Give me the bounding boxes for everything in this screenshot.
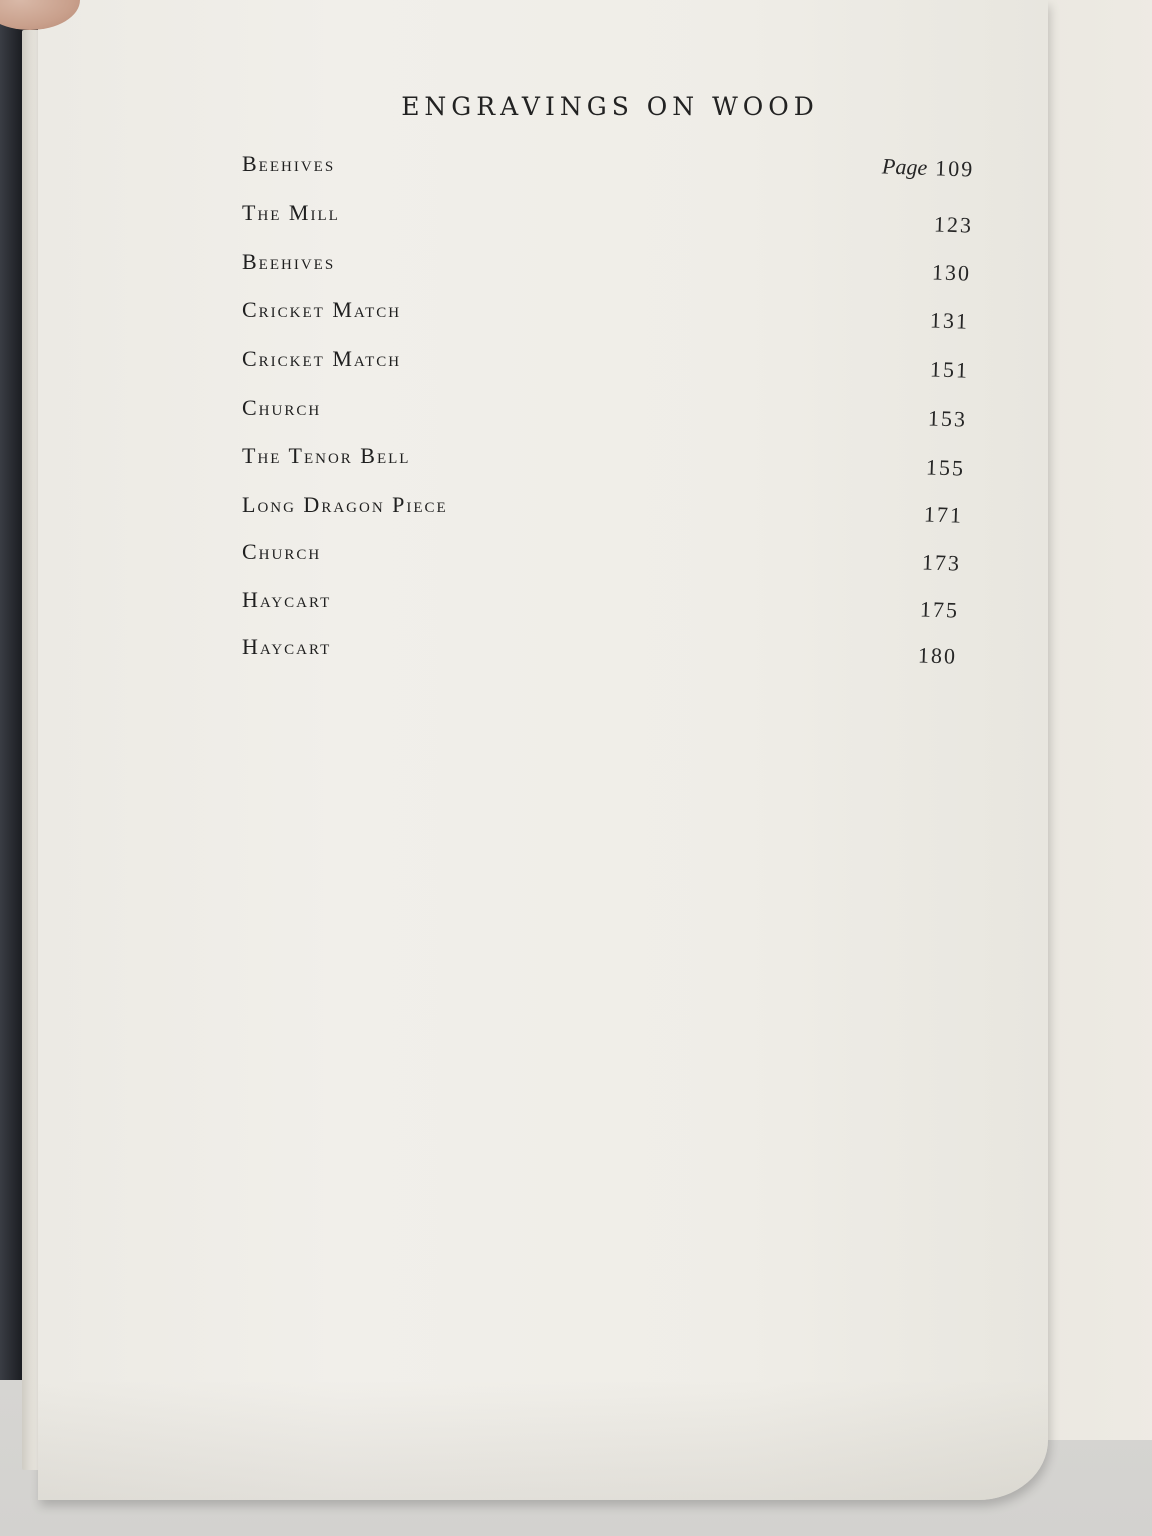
entry-title: Haycart bbox=[242, 587, 332, 612]
page-label: Page bbox=[881, 153, 928, 180]
entry-page-number: 175 bbox=[919, 596, 960, 623]
entry-page-number: 180 bbox=[917, 642, 958, 669]
book-page bbox=[38, 0, 1048, 1500]
entry-title: Haycart bbox=[242, 634, 332, 659]
page-title: ENGRAVINGS ON WOOD bbox=[401, 92, 819, 121]
entry-page-number: 153 bbox=[927, 405, 968, 432]
entry-title: Church bbox=[242, 539, 322, 564]
entry-page-number: 171 bbox=[923, 501, 964, 528]
entry-page-number bbox=[882, 153, 975, 182]
page-curl-shade bbox=[38, 1380, 1048, 1500]
entry-page-number: 173 bbox=[921, 549, 962, 576]
entry-page-number: 131 bbox=[929, 307, 970, 334]
entry-page-number: 155 bbox=[925, 454, 966, 481]
entry-title: Long Dragon Piece bbox=[242, 492, 448, 517]
entry-title: Beehives bbox=[242, 249, 336, 274]
page-number: 109 bbox=[934, 155, 975, 182]
entry-title: Beehives bbox=[242, 151, 336, 176]
entry-title: Church bbox=[242, 395, 322, 420]
entry-page-number: 151 bbox=[929, 356, 970, 383]
entry-title: The Tenor Bell bbox=[242, 443, 411, 468]
entry-title: Cricket Match bbox=[242, 297, 402, 322]
entry-page-number: 130 bbox=[931, 259, 972, 286]
entry-title: Cricket Match bbox=[242, 346, 402, 371]
entry-page-number: 123 bbox=[933, 211, 974, 238]
entry-title: The Mill bbox=[242, 200, 340, 225]
